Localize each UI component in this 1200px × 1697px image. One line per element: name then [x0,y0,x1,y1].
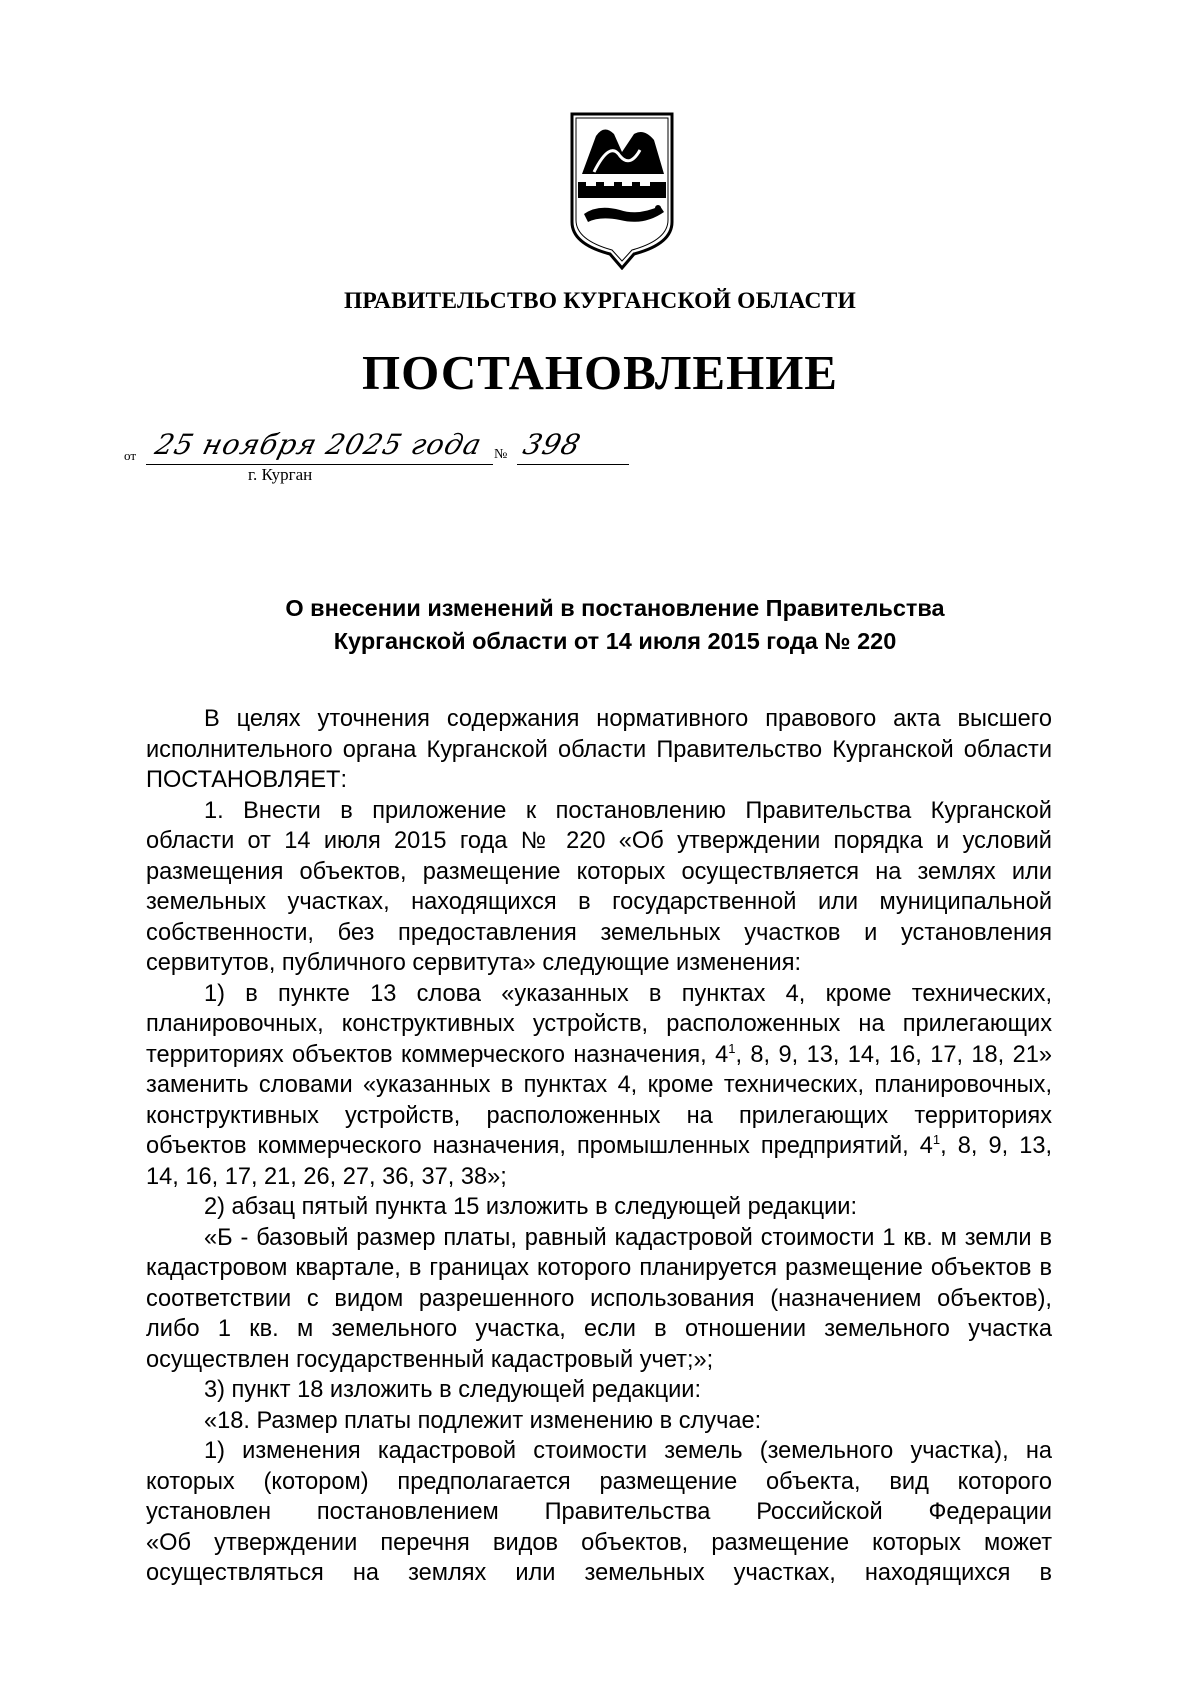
body-line: осуществлен государственный кадастровый учет;»; [146,1346,714,1373]
coat-of-arms-emblem [568,110,676,270]
city-label: г. Курган [248,465,313,484]
number-label: № [494,447,508,462]
body-line: 1. Внести в приложение к постановлению Правительства Курганской [204,797,1052,824]
body-line-part: территориях объектов коммерческого назначения, 4 [146,1041,729,1068]
date-underline [146,464,493,465]
body-line: исполнительного органа Курганской области Правительство Курганской области [146,736,1052,763]
title-line: О внесении изменений в постановление Правительства [285,595,945,621]
body-line: «18. Размер платы подлежит изменению в случае: [204,1407,762,1434]
body-line: 3) пункт 18 изложить в следующей редакции: [204,1377,702,1403]
body-line: 1) в пункте 13 слова «указанных в пунктах 4, кроме технических, [204,980,1052,1007]
body-line: «Б - базовый размер платы, равный кадастровой стоимости 1 кв. м земли в [204,1224,1052,1251]
body-line: конструктивных устройств, расположенных на прилегающих территориях [146,1102,1052,1129]
body-line: 2) абзац пятый пункта 15 изложить в следующей редакции: [204,1194,858,1220]
document-body [146,704,1052,1589]
body-line: области от 14 июля 2015 года № 220 «Об утверждении порядка и условий [146,828,1052,854]
body-line: 14, 16, 17, 21, 26, 27, 36, 37, 38»; [146,1163,507,1190]
document-title [200,592,1030,658]
body-line-part: , 8, 9, 13, 14, 16, 17, 18, 21» [735,1041,1052,1068]
handwritten-number: 398 [519,428,585,461]
number-underline [517,464,629,465]
body-line: размещения объектов, размещение которых осуществляется на землях или [146,858,1052,885]
body-line-part: объектов коммерческого назначения, промышленных предприятий, 4 [146,1133,933,1159]
body-line-part: , 8, 9, 13, [940,1133,1053,1159]
body-line: планировочных, конструктивных устройств, расположенных на прилегающих [146,1011,1052,1037]
date-prefix-label: от [124,448,137,463]
handwritten-date: 25 ноября 2025 года [151,428,486,461]
document-type: ПОСТАНОВЛЕНИЕ [362,345,838,400]
body-line: осуществляться на землях или земельных участках, находящихся в [146,1560,1052,1586]
body-line: установлен постановлением Правительства Российской Федерации [146,1499,1052,1525]
body-line: ПОСТАНОВЛЯЕТ: [146,767,348,793]
body-line: кадастровом квартале, в границах которого планируется размещение объектов в [146,1255,1052,1281]
title-line: Курганской области от 14 июля 2015 года № 220 [333,628,897,654]
superscript: 1 [932,1132,941,1147]
body-line [146,1131,1052,1162]
body-line: заменить словами «указанных в пунктах 4, кроме технических, планировочных, [146,1072,1052,1098]
organization-name: ПРАВИТЕЛЬСТВО КУРГАНСКОЙ ОБЛАСТИ [343,288,857,314]
body-line: соответствии с видом разрешенного использования (назначением объектов), [146,1285,1052,1312]
body-line: собственности, без предоставления земельных участков и установления [146,919,1052,946]
body-line: «Об утверждении перечня видов объектов, размещение которых может [146,1529,1052,1556]
body-line: сервитутов, публичного сервитута» следующие изменения: [146,950,802,976]
body-line: 1) изменения кадастровой стоимости земель (земельного участка), на [204,1438,1052,1464]
body-line [146,1040,1052,1071]
date-number-row [124,422,644,472]
body-line: которых (котором) предполагается размещение объекта, вид которого [146,1468,1052,1495]
body-line: земельных участках, находящихся в государственной или муниципальной [146,889,1052,915]
body-line: либо 1 кв. м земельного участка, если в отношении земельного участка [146,1316,1052,1342]
body-line: В целях уточнения содержания нормативного правового акта высшего [204,706,1052,732]
superscript: 1 [728,1040,736,1056]
